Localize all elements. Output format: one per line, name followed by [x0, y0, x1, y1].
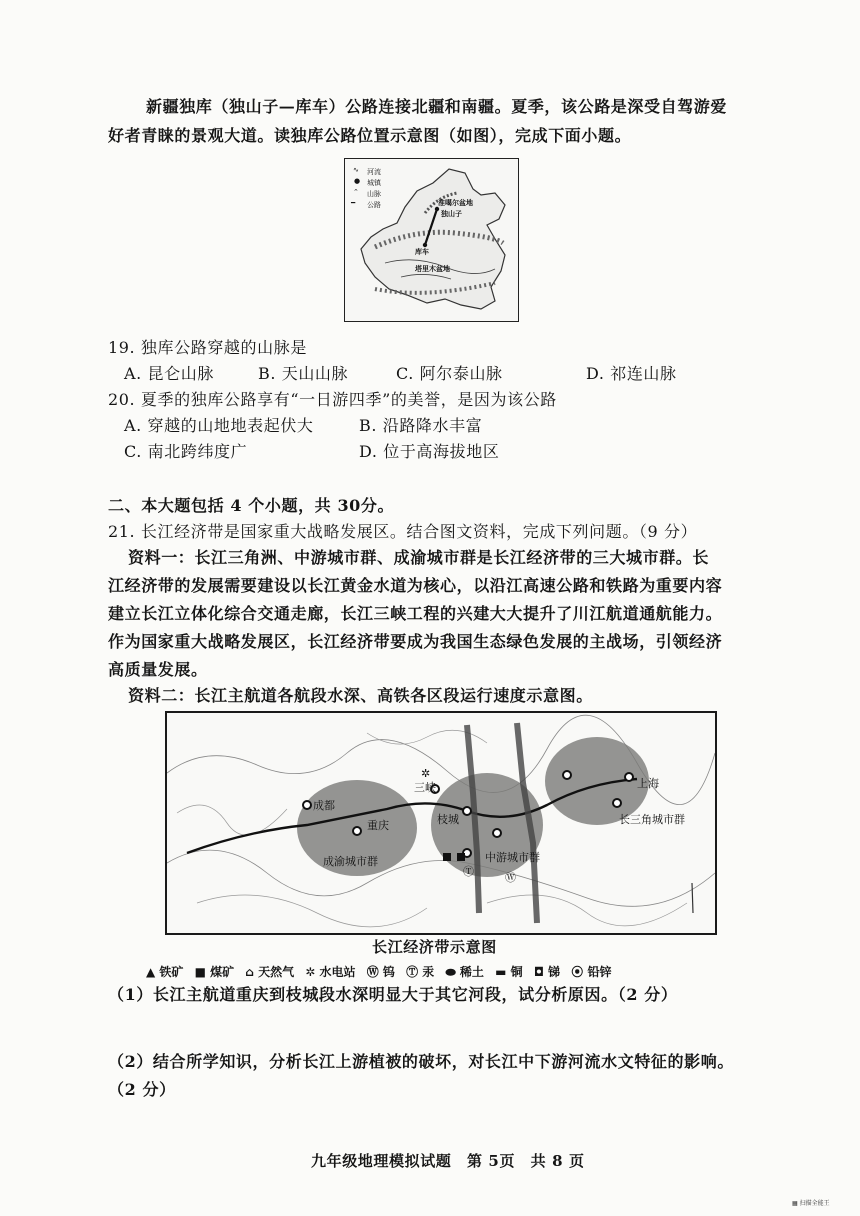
legend-mountain-icon: ⌃ — [353, 188, 359, 196]
sub-question-1: （1）长江主航道重庆到枝城段水深明显大于其它河段，试分析原因。（2 分） — [108, 985, 678, 1004]
legend-copper: ▬ 铜 — [495, 965, 523, 979]
scan-watermark — [792, 1198, 832, 1210]
q20-option-d: D. 位于高海拔地区 — [359, 442, 500, 461]
q19-option-b: B. 天山山脉 — [258, 364, 349, 383]
map2-caption: 长江经济带示意图 — [372, 938, 497, 956]
material-1-line-3: 建立长江立体化综合交通走廊，长江三峡工程的兴建大大提升了川江航道通航能力。 — [108, 604, 723, 623]
hydropower-icon: ✲ — [421, 767, 431, 780]
q20-option-b: B. 沿路降水丰富 — [359, 416, 483, 435]
label-zhicheng: 枝城 — [437, 813, 459, 826]
q19-option-a: A. 昆仑山脉 — [124, 364, 214, 383]
q20-stem: 20. 夏季的独库公路享有“一日游四季”的美誉，是因为该公路 — [108, 390, 557, 409]
intro-line-1: 新疆独库（独山子—库车）公路连接北疆和南疆。夏季，该公路是深受自驾游爱 — [146, 97, 728, 116]
legend-iron-ore: ▲ 铁矿 — [146, 965, 184, 979]
material-1-line-5: 高质量发展。 — [108, 660, 208, 679]
map1-legend-town: 城镇 — [367, 179, 381, 187]
legend-rare-earth: ⬬ 稀土 — [445, 965, 484, 979]
legend-hydropower: ✲ 水电站 — [305, 965, 356, 979]
map1-legend-mountain: 山脉 — [367, 190, 381, 198]
qr-icon: ▦ — [792, 1200, 798, 1207]
legend-town-icon: ● — [354, 177, 361, 185]
label-chengyu-cluster: 成渝城市群 — [323, 855, 378, 868]
q19-option-d: D. 祁连山脉 — [586, 364, 677, 383]
label-chongqing: 重庆 — [367, 819, 389, 832]
q19-option-c: C. 阿尔泰山脉 — [396, 364, 503, 383]
legend-tungsten: Ⓦ 钨 — [366, 965, 395, 979]
label-chengdu: 成都 — [313, 799, 335, 812]
map1-label-tarim: 塔里木盆地 — [415, 265, 450, 273]
legend-lead-zinc: ⦿ 铅锌 — [571, 965, 612, 979]
label-three-gorges: 三峡 — [414, 781, 436, 794]
material-1-line-1: 资料一：长江三角洲、中游城市群、成渝城市群是长江经济带的三大城市群。长 — [128, 548, 710, 567]
page-footer: 九年级地理模拟试题 第 5页 共 8 页 — [311, 1152, 585, 1170]
legend-mercury: Ⓣ 汞 — [406, 965, 435, 979]
q19-stem: 19. 独库公路穿越的山脉是 — [108, 338, 307, 357]
duku-highway-map — [344, 158, 519, 322]
mercury-icon: Ⓣ — [463, 865, 474, 878]
material-2: 资料二：长江主航道各航段水深、高铁各区段运行速度示意图。 — [128, 686, 593, 705]
sub-question-2-line-1: （2）结合所学知识，分析长江上游植被的破坏，对长江中下游河流水文特征的影响。 — [108, 1052, 734, 1071]
q20-option-a: A. 穿越的山地地表起伏大 — [124, 416, 314, 435]
q20-option-c: C. 南北跨纬度广 — [124, 442, 248, 461]
map1-label-dushanzi: 独山子 — [441, 210, 462, 218]
legend-road-icon: ━ — [351, 199, 356, 207]
yangtze-economic-belt-map — [165, 711, 717, 935]
map1-legend-river: 河流 — [367, 168, 381, 176]
material-1-line-2: 江经济带的发展需要建设以长江黄金水道为核心，以沿江高速公路和铁路为重要内容 — [108, 576, 723, 595]
legend-antimony: ◘ 锑 — [533, 965, 561, 979]
label-yangtze-delta-cluster: 长三角城市群 — [619, 813, 685, 826]
material-1-line-4: 作为国家重大战略发展区，长江经济带要成为我国生态绿色发展的主战场，引领经济 — [108, 632, 723, 651]
intro-line-2: 好者青睐的景观大道。读独库公路位置示意图（如图），完成下面小题。 — [108, 126, 632, 145]
label-midstream-cluster: 中游城市群 — [485, 851, 540, 864]
map2-legend — [146, 963, 618, 980]
q21-stem: 21. 长江经济带是国家重大战略发展区。结合图文资料，完成下列问题。（9 分） — [108, 522, 698, 541]
map1-label-junggar: 准噶尔盆地 — [438, 199, 473, 207]
tungsten-icon: Ⓦ — [505, 871, 516, 884]
sub-question-2-line-2: （2 分） — [108, 1080, 176, 1099]
map1-label-kuqa: 库车 — [415, 248, 429, 256]
legend-natural-gas: ⌂ 天然气 — [245, 965, 295, 979]
legend-river-icon: ∿ — [353, 166, 359, 174]
section-2-heading: 二、本大题包括 4 个小题，共 30分。 — [108, 496, 395, 515]
legend-coal: ■ 煤矿 — [194, 965, 235, 979]
map1-legend-road: 公路 — [367, 201, 381, 209]
scan-watermark-text: 扫描全能王 — [799, 1200, 830, 1207]
label-shanghai: 上海 — [637, 777, 659, 790]
